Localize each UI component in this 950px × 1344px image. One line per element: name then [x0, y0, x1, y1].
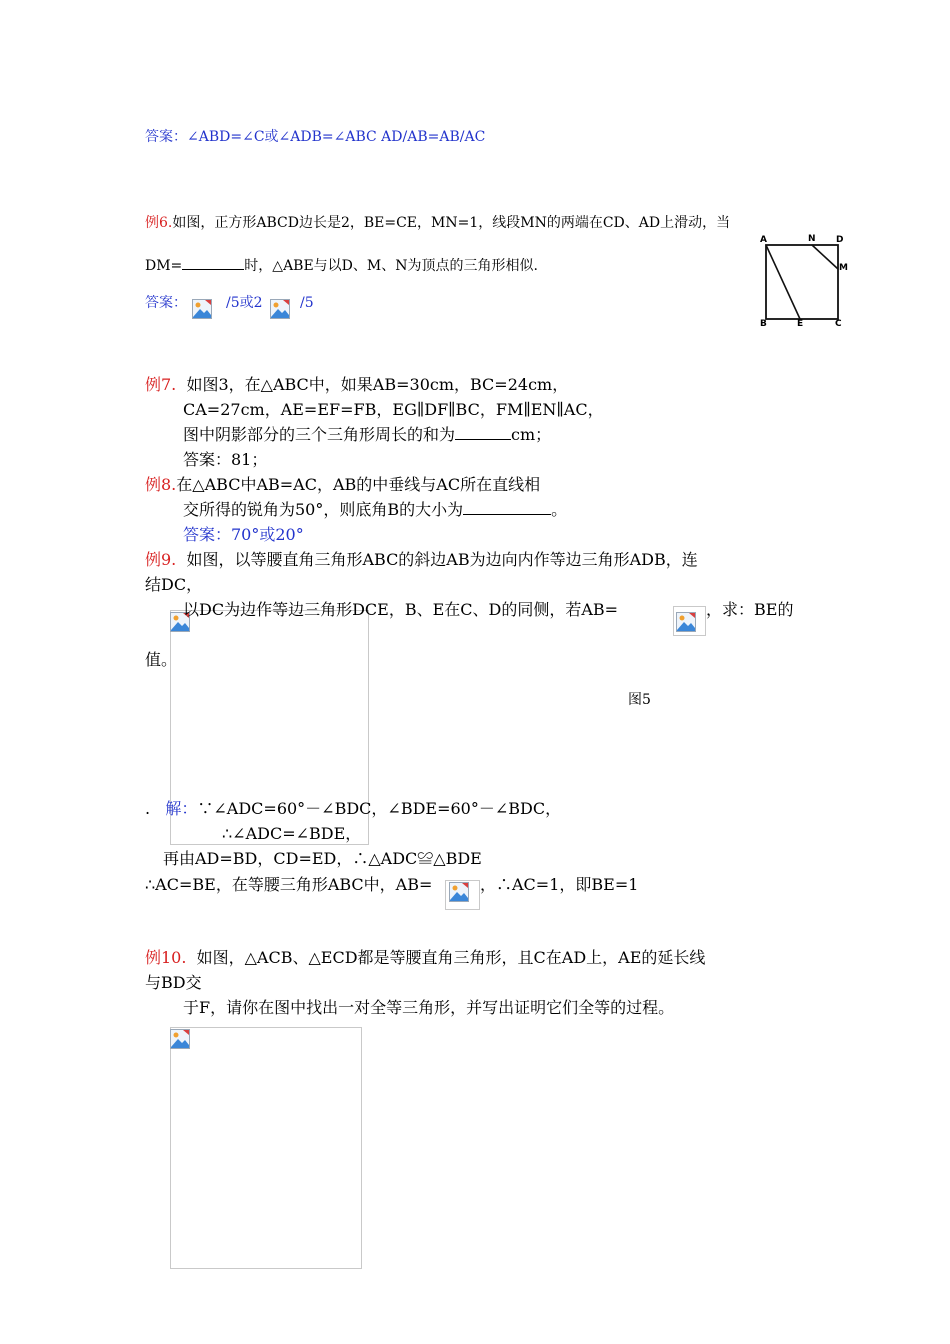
ex9-line4: 值。	[145, 650, 178, 669]
ex7-line3	[183, 425, 551, 445]
ex8-line1	[145, 475, 540, 495]
ex6-text2a: DM=	[145, 258, 183, 274]
ex10-text1: 如图，△ACB、△ECD都是等腰直角三角形，且C在AD上，AE的延长线	[196, 948, 706, 967]
ex6-answer-part1: /5或2	[226, 295, 263, 311]
ex6-answer-label: 答案：	[145, 295, 187, 311]
ex10-figure-image	[170, 1027, 362, 1269]
ex9-sol-label: 解：	[165, 799, 198, 818]
ex7-number: 例7.	[145, 375, 177, 394]
fig-label-d: D	[836, 235, 844, 245]
ex7-text3b: cm；	[511, 425, 552, 444]
ex8-text1: 在△ABC中AB=AC，AB的中垂线与AC所在直线相	[176, 475, 541, 494]
ex8-text2a: 交所得的锐角为50°，则底角B的大小为	[183, 500, 464, 519]
ex9-solution-line3: 再由AD=BD，CD=ED，∴△ADC≌△BDE	[163, 849, 482, 868]
ex7-line1	[145, 375, 568, 395]
top-answer-text: ∠ABD=∠C或∠ADB=∠ABC AD/AB=AB/AC	[187, 129, 486, 145]
ex9-line1	[145, 550, 698, 570]
ex9-sol1: ∵∠ADC=60°－∠BDC，∠BDE=60°－∠BDC，	[197, 799, 562, 818]
fig-label-b: B	[760, 319, 767, 329]
ex7-blank	[455, 425, 511, 440]
ex9-text1: 如图，以等腰直角三角形ABC的斜边AB为边向内作等边三角形ADB，连	[186, 550, 698, 569]
fig-label-m: M	[839, 263, 848, 273]
ex6-line2	[145, 255, 538, 276]
ex9-sol4b: ，∴AC=1，即BE=1	[480, 875, 639, 894]
ex6-text1: 如图，正方形ABCD边长是2，BE=CE，MN=1，线段MN的两端在CD、AD上滑动，当	[172, 215, 731, 231]
broken-image-icon	[192, 299, 212, 319]
broken-image-icon	[449, 882, 469, 902]
ex8-line2	[183, 500, 567, 520]
ex9-solution-line4	[145, 875, 432, 895]
ex8-answer: 答案：70°或20°	[183, 525, 304, 544]
fig-label-a: A	[760, 235, 767, 245]
broken-image-icon	[676, 612, 696, 632]
ex9-text3a: 以DC为边作等边三角形DCE，B、E在C、D的同侧，若AB=	[183, 600, 619, 619]
broken-image-icon	[270, 299, 290, 319]
ex6-text2b: 时，△ABE与以D、M、N为顶点的三角形相似.	[244, 258, 538, 274]
ex6-blank	[182, 255, 244, 270]
ex7-text1: 如图3，在△ABC中，如果AB=30cm，BC=24cm，	[186, 375, 569, 394]
fig-label-c: C	[835, 319, 842, 329]
ex6-line1	[145, 213, 730, 233]
ex10-line3: 于F，请你在图中找出一对全等三角形，并写出证明它们全等的过程。	[183, 998, 675, 1017]
ex7-text3a: 图中阴影部分的三个三角形周长的和为	[183, 425, 456, 444]
ex9-solution-line1	[145, 799, 561, 819]
ex9-text3b: ，求：BE的	[706, 600, 794, 619]
ex6-number: 例6.	[145, 215, 173, 231]
fig-label-e: E	[797, 319, 804, 329]
square-figure	[760, 235, 848, 330]
ex7-line2: CA=27cm，AE=EF=FB，EG∥DF∥BC，FM∥EN∥AC，	[183, 400, 604, 419]
ex7-answer: 答案：81；	[183, 450, 268, 469]
ex6-answer	[145, 293, 187, 313]
top-answer-label: 答案：	[145, 129, 187, 145]
ex10-line1	[145, 948, 705, 968]
ex9-line3	[183, 600, 618, 620]
ex9-number: 例9.	[145, 550, 177, 569]
ex8-text2b: 。	[551, 500, 568, 519]
ex8-blank	[463, 500, 551, 515]
ex9-solution-line2: ∴∠ADC=∠BDE，	[222, 824, 362, 843]
ex10-number: 例10.	[145, 948, 187, 967]
ex8-number: 例8.	[145, 475, 177, 494]
ex6-answer-part2: /5	[300, 295, 314, 311]
ex9-figure-caption: 图5	[628, 692, 651, 708]
broken-image-icon	[170, 1029, 190, 1049]
ex9-sol4a: ∴AC=BE，在等腰三角形ABC中，AB=	[145, 875, 433, 894]
ex9-sol-dot: .	[145, 799, 151, 818]
ex10-line2: 与BD交	[145, 973, 202, 992]
ex9-line2: 结DC，	[145, 575, 203, 594]
fig-label-n: N	[808, 234, 816, 244]
top-answer	[145, 127, 485, 147]
ex6-figure	[760, 235, 848, 330]
